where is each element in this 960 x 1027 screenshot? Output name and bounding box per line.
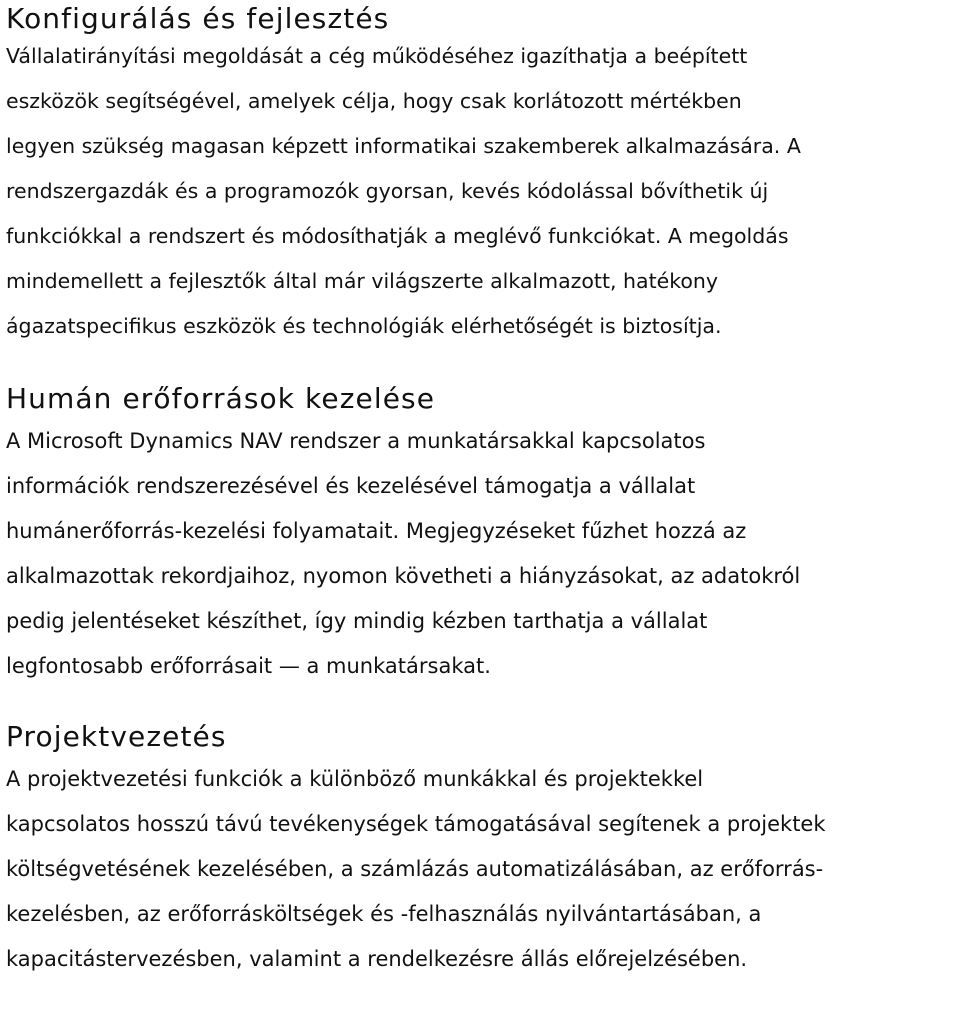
- body-line: A projektvezetési funkciók a különböző munkákkal és projektekkel: [6, 767, 704, 791]
- section-configuration: [6, 1, 950, 349]
- body-line: rendszergazdák és a programozók gyorsan, kevés kódolással bővíthetik új: [6, 179, 769, 203]
- section-title-project-management: Projektvezetés: [6, 720, 227, 753]
- body-line: Vállalatirányítási megoldását a cég működéséhez igazíthatja a beépített: [6, 44, 748, 68]
- body-line: legfontosabb erőforrásait — a munkatársakat.: [6, 654, 491, 678]
- section-body-human-resources: [6, 419, 950, 689]
- body-line: kapacitástervezésben, valamint a rendelkezésre állás előrejelzésében.: [6, 947, 748, 971]
- body-line: kapcsolatos hosszú távú tevékenységek támogatásával segítenek a projektek: [6, 812, 826, 836]
- section-project-management: [6, 719, 950, 982]
- section-title-configuration: Konfigurálás és fejlesztés: [6, 2, 390, 35]
- body-line: legyen szükség magasan képzett informatikai szakemberek alkalmazására. A: [6, 134, 801, 158]
- body-line: A Microsoft Dynamics NAV rendszer a munkatársakkal kapcsolatos: [6, 429, 706, 453]
- body-line: kezelésben, az erőforrásköltségek és -felhasználás nyilvántartásában, a: [6, 902, 762, 926]
- section-title-human-resources: Humán erőforrások kezelése: [6, 382, 436, 415]
- body-line: ágazatspecifikus eszközök és technológiák elérhetőségét is biztosítja.: [6, 314, 722, 338]
- body-line: információk rendszerezésével és kezelésével támogatja a vállalat: [6, 474, 696, 498]
- body-line: eszközök segítségével, amelyek célja, hogy csak korlátozott mértékben: [6, 89, 742, 113]
- section-body-configuration: [6, 34, 950, 349]
- body-line: funkciókkal a rendszert és módosíthatják a meglévő funkciókat. A megoldás: [6, 224, 789, 248]
- body-line: pedig jelentéseket készíthet, így mindig kézben tarthatja a vállalat: [6, 609, 708, 633]
- section-human-resources: [6, 381, 950, 689]
- section-body-project-management: [6, 757, 950, 982]
- document-page: [0, 1, 960, 1027]
- body-line: mindemellett a fejlesztők által már világszerte alkalmazott, hatékony: [6, 269, 719, 293]
- body-line: alkalmazottak rekordjaihoz, nyomon követheti a hiányzásokat, az adatokról: [6, 564, 801, 588]
- body-line: költségvetésének kezelésében, a számlázás automatizálásában, az erőforrás-: [6, 857, 824, 881]
- body-line: humánerőforrás-kezelési folyamatait. Megjegyzéseket fűzhet hozzá az: [6, 519, 747, 543]
